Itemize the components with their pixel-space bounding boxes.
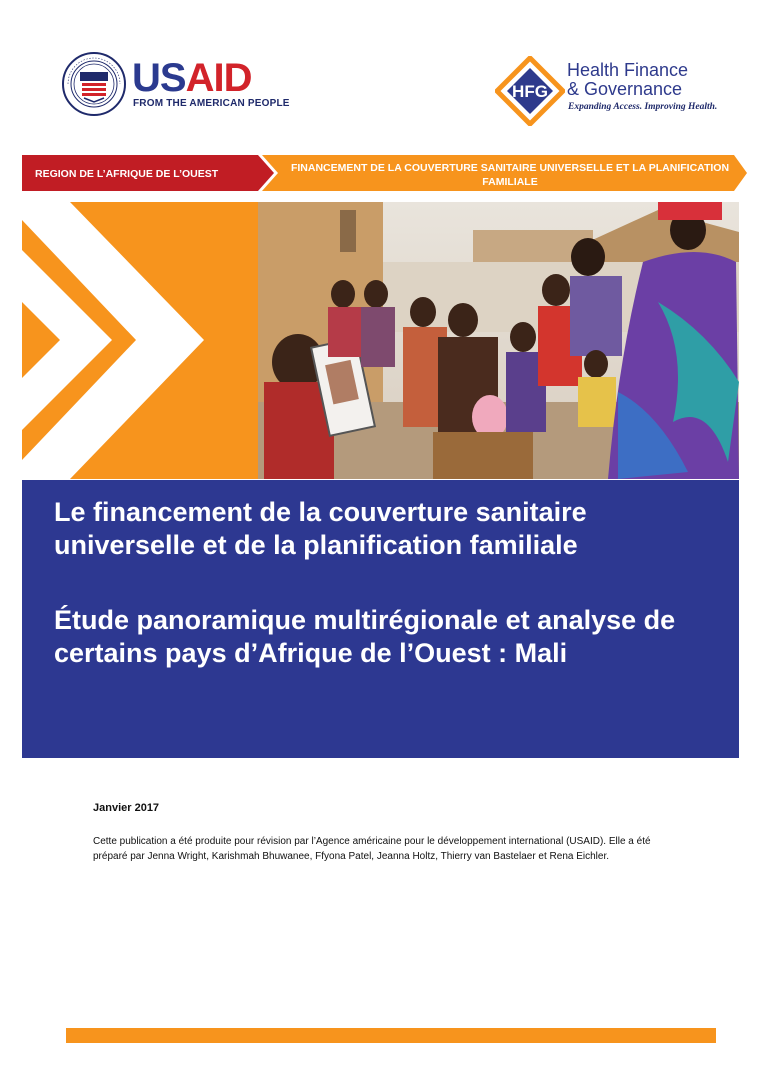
hfg-logo [495, 50, 725, 130]
usaid-seal-icon [62, 52, 126, 116]
chevron-graphic [22, 202, 258, 479]
usaid-logo [62, 52, 290, 122]
village-scene-image [258, 202, 739, 479]
document-title: Le financement de la couverture sanitaire universelle et de la planification familiale [54, 497, 587, 560]
document-subtitle: Étude panoramique multirégionale et analyse de certains pays d’Afrique de l’Ouest : Mali [54, 605, 676, 668]
title-block [22, 480, 739, 758]
publication-description: Cette publication a été produite pour révision par l’Agence américaine pour le développement international (USAID). Elle a été préparé par Jenna Wright, Karishmah Bhuwanee, Ffyona Patel, Jeanna Holtz, Thierry van Bastelaer et Rena Eichler. [93, 836, 651, 862]
hfg-name-line1: Health Finance [567, 60, 689, 80]
hfg-tagline: Expanding Access. Improving Health. [568, 102, 718, 112]
usaid-tagline: FROM THE AMERICAN PEOPLE [133, 98, 290, 109]
hero-photo [258, 202, 739, 479]
publication-date: Janvier 2017 [93, 802, 160, 814]
footer-bar [66, 1028, 716, 1043]
usaid-wordmark: USAID [132, 56, 252, 100]
banner-region-label: REGION DE L’AFRIQUE DE L’OUEST [35, 168, 219, 180]
hfg-name-line2: & Governance [567, 79, 683, 99]
banner-topic-label: FINANCEMENT DE LA COUVERTURE SANITAIRE UNIVERSELLE ET LA PLANIFICATION FAMILIALE [290, 162, 730, 188]
svg-text:HFG: HFG [512, 82, 548, 101]
header-banner [22, 155, 747, 191]
hfg-mark-icon [495, 56, 565, 126]
